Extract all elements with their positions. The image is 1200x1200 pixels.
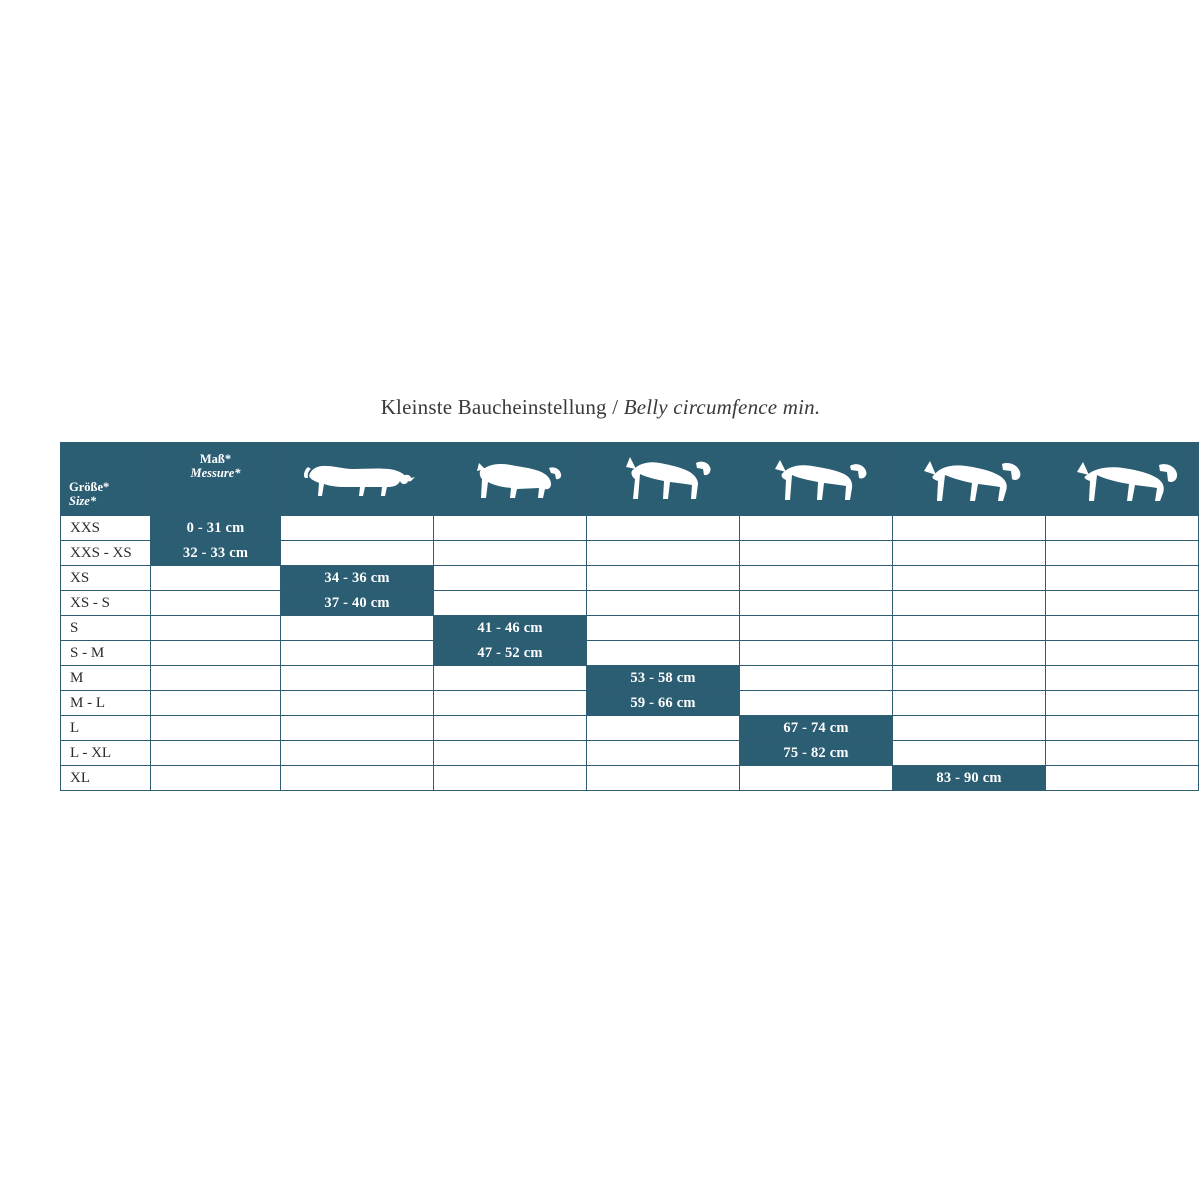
value-cell-measure	[151, 616, 281, 641]
value-cell-measure	[151, 641, 281, 666]
value-cell	[434, 716, 587, 741]
value-cell	[587, 741, 740, 766]
column-header-large-breed	[1046, 443, 1199, 516]
value-cell	[740, 641, 893, 666]
value-cell	[281, 541, 434, 566]
value-cell-filled: 47 - 52 cm	[434, 641, 587, 666]
value-cell-filled: 34 - 36 cm	[281, 566, 434, 591]
value-cell	[740, 766, 893, 791]
column-header-measure	[151, 443, 281, 516]
value-cell-filled: 59 - 66 cm	[587, 691, 740, 716]
value-cell-measure	[151, 566, 281, 591]
value-cell-measure	[151, 666, 281, 691]
value-cell	[281, 616, 434, 641]
value-cell	[1046, 691, 1199, 716]
column-header-shepherd	[893, 443, 1046, 516]
value-cell-measure	[151, 591, 281, 616]
value-cell	[893, 641, 1046, 666]
value-cell-filled: 37 - 40 cm	[281, 591, 434, 616]
value-cell-measure	[151, 716, 281, 741]
value-cell-filled: 75 - 82 cm	[740, 741, 893, 766]
table-row	[61, 566, 1199, 591]
chart-title-separator: /	[612, 395, 619, 419]
size-header-de: Größe*	[69, 480, 110, 494]
value-cell	[893, 541, 1046, 566]
value-cell	[893, 591, 1046, 616]
table-row	[61, 541, 1199, 566]
value-cell	[893, 691, 1046, 716]
table-row	[61, 616, 1199, 641]
value-cell	[1046, 616, 1199, 641]
size-label-cell: M - L	[61, 691, 151, 716]
value-cell	[740, 566, 893, 591]
column-header-schnauzer	[740, 443, 893, 516]
size-label-cell: XL	[61, 766, 151, 791]
size-label-cell: XS - S	[61, 591, 151, 616]
size-label-cell: M	[61, 666, 151, 691]
dog-dachshund-icon	[297, 456, 417, 502]
value-cell	[434, 516, 587, 541]
table-body	[61, 516, 1199, 791]
value-cell-measure	[151, 691, 281, 716]
chart-title-de: Kleinste Baucheinstellung	[380, 395, 607, 419]
table-row	[61, 741, 1199, 766]
value-cell	[740, 666, 893, 691]
size-label-cell: XXS - XS	[61, 541, 151, 566]
value-cell	[434, 741, 587, 766]
chart-title	[60, 395, 1141, 420]
dog-beagle-icon	[608, 451, 718, 507]
dog-shepherd-icon	[912, 451, 1026, 507]
dog-schnauzer-icon	[760, 452, 872, 506]
size-label-cell: S - M	[61, 641, 151, 666]
value-cell	[1046, 641, 1199, 666]
value-cell-filled: 32 - 33 cm	[151, 541, 281, 566]
value-cell	[587, 541, 740, 566]
value-cell	[893, 741, 1046, 766]
table-row	[61, 516, 1199, 541]
value-cell-filled: 53 - 58 cm	[587, 666, 740, 691]
size-label-cell: XXS	[61, 516, 151, 541]
table-row	[61, 591, 1199, 616]
column-header-size	[61, 443, 151, 516]
value-cell	[740, 516, 893, 541]
column-header-beagle	[587, 443, 740, 516]
value-cell	[587, 716, 740, 741]
value-cell	[281, 741, 434, 766]
value-cell	[1046, 766, 1199, 791]
column-header-small-terrier	[434, 443, 587, 516]
size-label-cell: L	[61, 716, 151, 741]
value-cell	[740, 616, 893, 641]
value-cell	[281, 716, 434, 741]
value-cell	[1046, 716, 1199, 741]
value-cell	[281, 641, 434, 666]
size-table	[60, 442, 1199, 791]
value-cell	[281, 691, 434, 716]
value-cell	[434, 566, 587, 591]
value-cell	[434, 666, 587, 691]
table-row	[61, 691, 1199, 716]
value-cell-measure	[151, 766, 281, 791]
value-cell	[587, 566, 740, 591]
value-cell	[1046, 566, 1199, 591]
value-cell	[1046, 741, 1199, 766]
value-cell	[434, 541, 587, 566]
dog-terrier-small-icon	[455, 454, 565, 504]
size-label-cell: S	[61, 616, 151, 641]
value-cell-measure	[151, 741, 281, 766]
size-header-en: Size*	[69, 494, 97, 508]
value-cell	[893, 666, 1046, 691]
value-cell-filled: 0 - 31 cm	[151, 516, 281, 541]
value-cell	[740, 691, 893, 716]
value-cell	[587, 641, 740, 666]
value-cell	[587, 516, 740, 541]
value-cell	[893, 616, 1046, 641]
value-cell	[740, 541, 893, 566]
value-cell	[281, 666, 434, 691]
value-cell	[893, 516, 1046, 541]
value-cell	[893, 566, 1046, 591]
value-cell	[281, 516, 434, 541]
size-label-cell: L - XL	[61, 741, 151, 766]
value-cell	[893, 716, 1046, 741]
value-cell	[1046, 591, 1199, 616]
value-cell	[740, 591, 893, 616]
value-cell	[281, 766, 434, 791]
value-cell	[1046, 541, 1199, 566]
measure-header-de: Maß*	[199, 452, 232, 466]
value-cell	[1046, 666, 1199, 691]
value-cell	[1046, 516, 1199, 541]
value-cell	[434, 691, 587, 716]
size-chart	[60, 395, 1141, 791]
table-row	[61, 716, 1199, 741]
table-row	[61, 766, 1199, 791]
value-cell-filled: 41 - 46 cm	[434, 616, 587, 641]
value-cell	[587, 591, 740, 616]
column-header-dachshund	[281, 443, 434, 516]
value-cell	[587, 616, 740, 641]
value-cell-filled: 83 - 90 cm	[893, 766, 1046, 791]
value-cell	[434, 766, 587, 791]
measure-header-en: Messure*	[190, 466, 241, 480]
value-cell-filled: 67 - 74 cm	[740, 716, 893, 741]
dog-large-breed-icon	[1063, 453, 1181, 505]
table-row	[61, 641, 1199, 666]
table-header	[61, 443, 1199, 516]
table-row	[61, 666, 1199, 691]
value-cell	[434, 591, 587, 616]
chart-title-en: Belly circumfence min.	[623, 395, 821, 419]
size-label-cell: XS	[61, 566, 151, 591]
value-cell	[587, 766, 740, 791]
